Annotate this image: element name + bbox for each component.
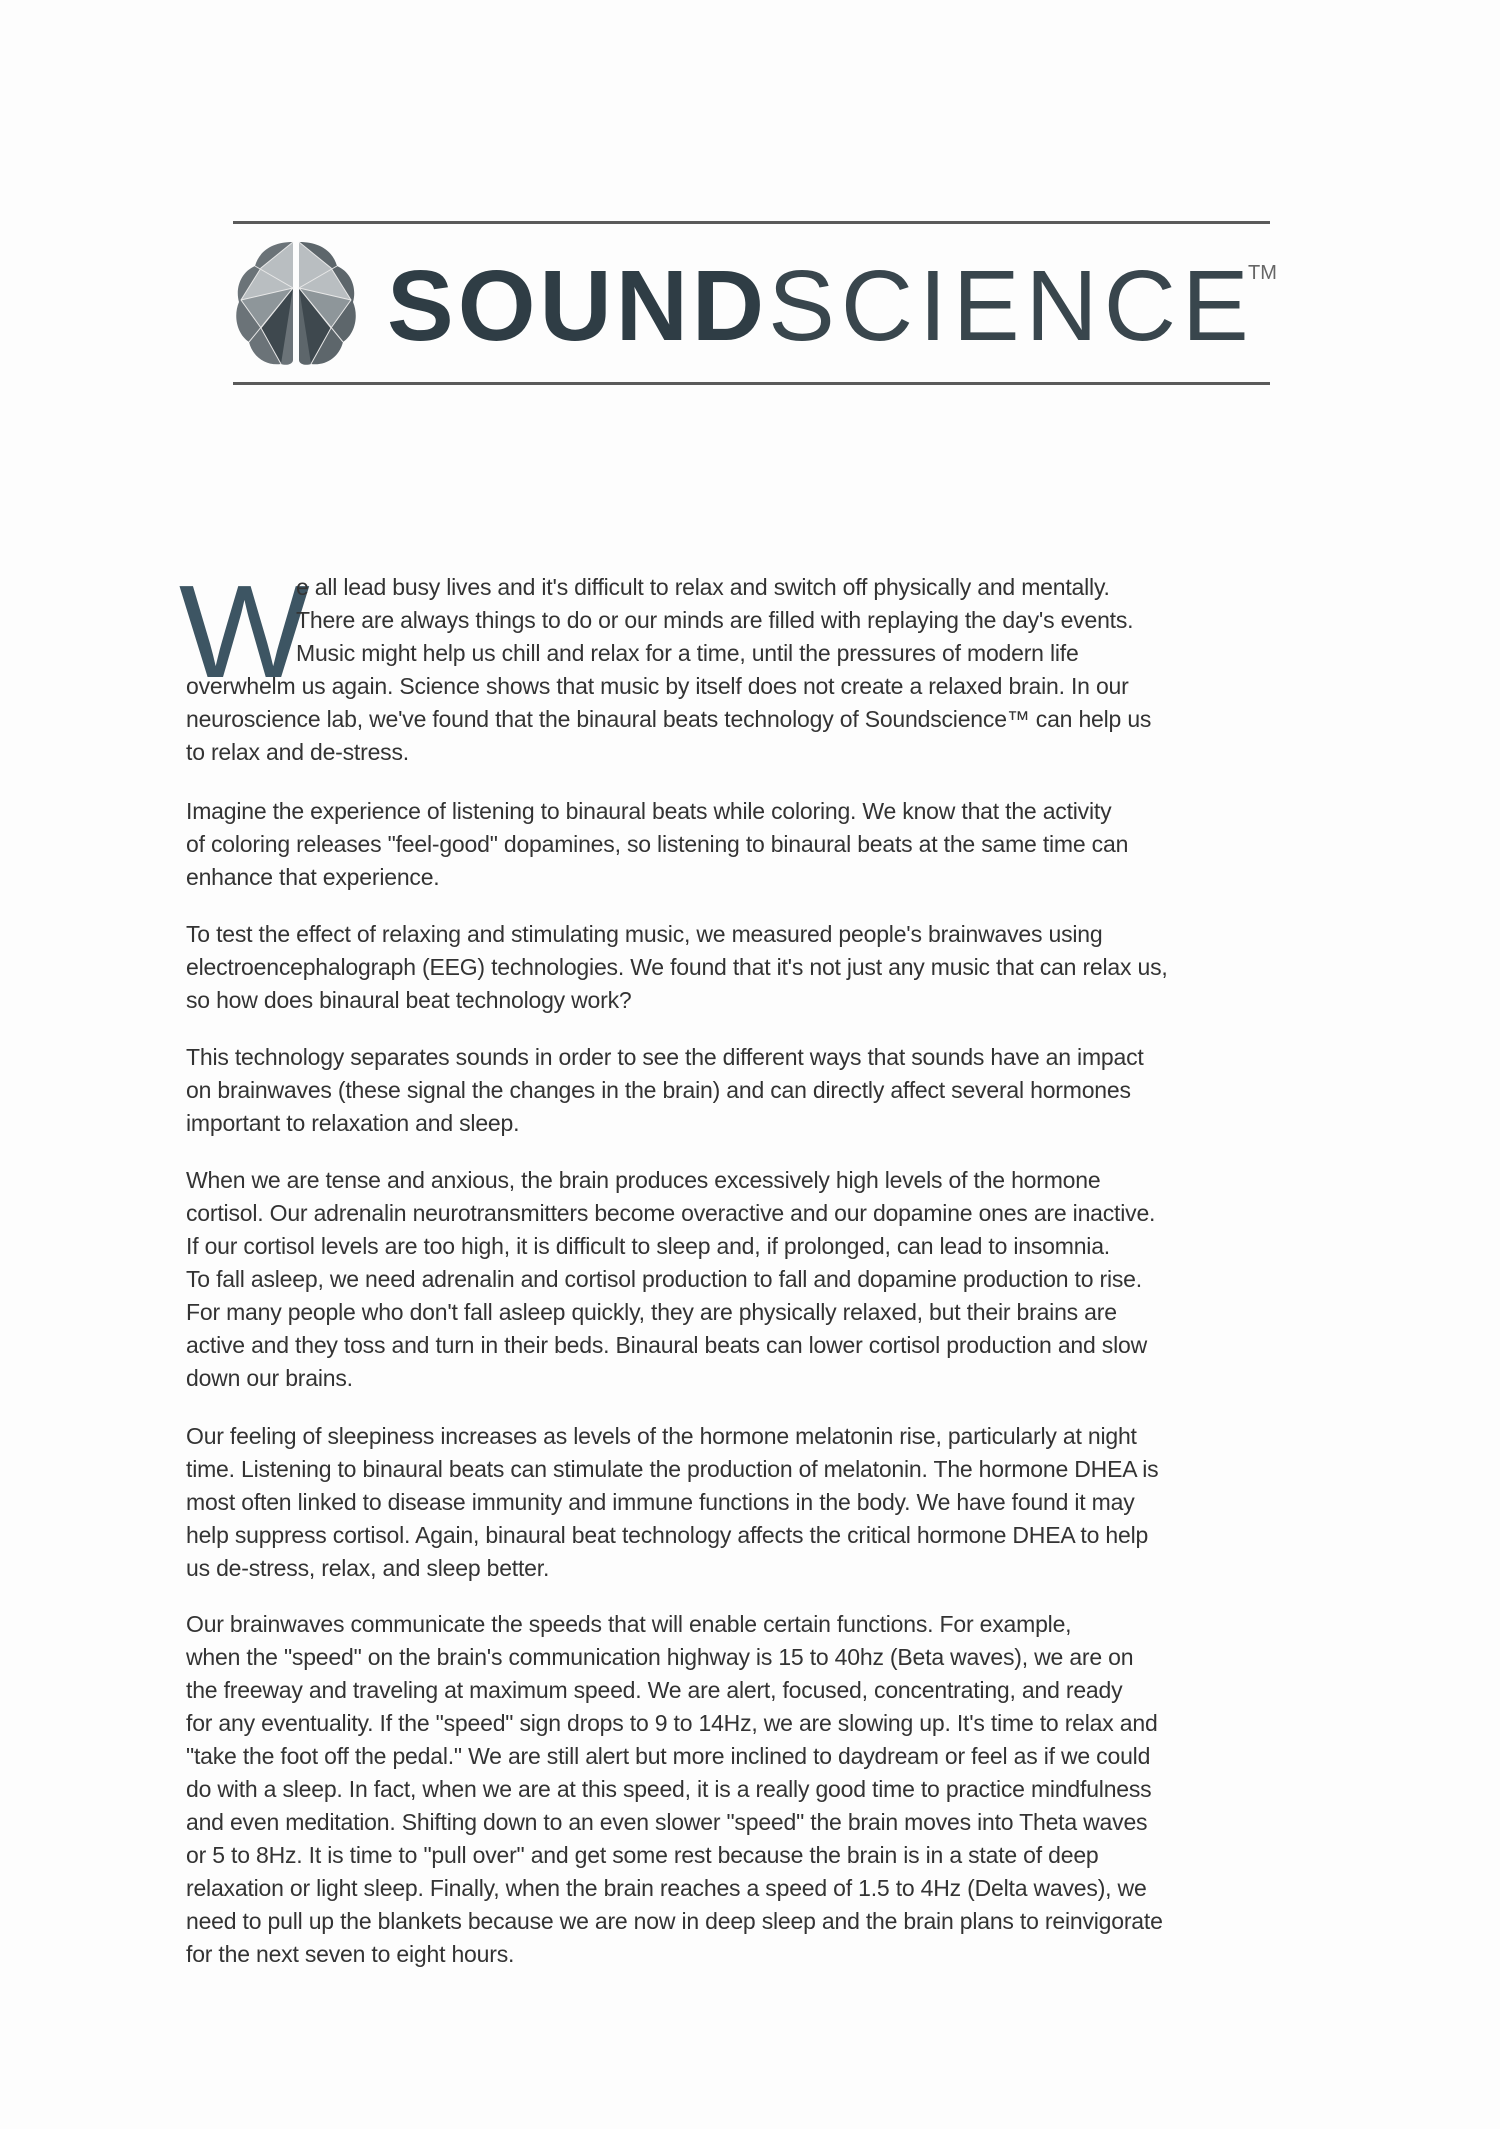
text-line: Our feeling of sleepiness increases as levels of the hormone melatonin rise, particularly at night	[186, 1423, 1137, 1449]
text-line: time. Listening to binaural beats can stimulate the production of melatonin. The hormone DHEA is	[186, 1456, 1159, 1482]
paragraph-6	[186, 1420, 1326, 1585]
text-line: most often linked to disease immunity and immune functions in the body. We have found it may	[186, 1489, 1135, 1515]
paragraph-1	[186, 571, 1326, 769]
paragraph-2	[186, 795, 1326, 894]
drop-cap: W	[178, 558, 310, 705]
logo-bottom-rule	[233, 382, 1270, 385]
text-line: important to relaxation and sleep.	[186, 1110, 520, 1136]
text-line: active and they toss and turn in their beds. Binaural beats can lower cortisol production and slow	[186, 1332, 1148, 1358]
text-line: to relax and de-stress.	[186, 739, 409, 765]
text-line: of coloring releases "feel-good" dopamines, so listening to binaural beats at the same time can	[186, 831, 1129, 857]
text-line: cortisol. Our adrenalin neurotransmitters become overactive and our dopamine ones are inactive.	[186, 1200, 1156, 1226]
text-line: or 5 to 8Hz. It is time to "pull over" and get some rest because the brain is in a state of deep	[186, 1842, 1099, 1868]
text-line: when the "speed" on the brain's communication highway is 15 to 40hz (Beta waves), we are on	[186, 1644, 1134, 1670]
text-line: There are always things to do or our minds are filled with replaying the day's events.	[296, 607, 1134, 633]
text-line: help suppress cortisol. Again, binaural beat technology affects the critical hormone DHEA to help	[186, 1522, 1149, 1548]
paragraph-7	[186, 1608, 1326, 1971]
text-line: enhance that experience.	[186, 864, 440, 890]
text-line: Our brainwaves communicate the speeds that will enable certain functions. For example,	[186, 1611, 1072, 1637]
text-line: e all lead busy lives and it's difficult to relax and switch off physically and mentally.	[296, 574, 1110, 600]
text-line: do with a sleep. In fact, when we are at this speed, it is a really good time to practice mindfulness	[186, 1776, 1152, 1802]
text-line: and even meditation. Shifting down to an even slower "speed" the brain moves into Theta waves	[186, 1809, 1148, 1835]
text-line: When we are tense and anxious, the brain produces excessively high levels of the hormone	[186, 1167, 1101, 1193]
text-line: the freeway and traveling at maximum speed. We are alert, focused, concentrating, and ready	[186, 1677, 1123, 1703]
paragraph-5	[186, 1164, 1326, 1395]
text-line: need to pull up the blankets because we are now in deep sleep and the brain plans to reinvigorate	[186, 1908, 1163, 1934]
text-line: overwhelm us again. Science shows that music by itself does not create a relaxed brain. In our	[186, 673, 1129, 699]
text-line: This technology separates sounds in order to see the different ways that sounds have an impact	[186, 1044, 1144, 1070]
text-line: To test the effect of relaxing and stimulating music, we measured people's brainwaves using	[186, 921, 1103, 947]
text-line: electroencephalograph (EEG) technologies. We found that it's not just any music that can relax us,	[186, 954, 1168, 980]
text-line: relaxation or light sleep. Finally, when the brain reaches a speed of 1.5 to 4Hz (Delta waves), we	[186, 1875, 1147, 1901]
logo-top-rule	[233, 221, 1270, 224]
text-line: For many people who don't fall asleep quickly, they are physically relaxed, but their brains are	[186, 1299, 1117, 1325]
text-line: down our brains.	[186, 1365, 353, 1391]
text-line: us de-stress, relax, and sleep better.	[186, 1555, 550, 1581]
logo-trademark: TM	[1248, 262, 1277, 284]
paragraph-3	[186, 918, 1326, 1017]
logo-wordmark	[387, 246, 1255, 366]
text-line: for any eventuality. If the "speed" sign drops to 9 to 14Hz, we are slowing up. It's time to relax and	[186, 1710, 1158, 1736]
paragraph-4	[186, 1041, 1326, 1140]
text-line: so how does binaural beat technology work?	[186, 987, 632, 1013]
text-line: If our cortisol levels are too high, it is difficult to sleep and, if prolonged, can lead to insomnia.	[186, 1233, 1110, 1259]
brain-logo-icon	[231, 238, 361, 370]
text-line: To fall asleep, we need adrenalin and cortisol production to fall and dopamine production to rise.	[186, 1266, 1142, 1292]
text-line: on brainwaves (these signal the changes in the brain) and can directly affect several hormones	[186, 1077, 1131, 1103]
text-line: for the next seven to eight hours.	[186, 1941, 515, 1967]
text-line: Imagine the experience of listening to binaural beats while coloring. We know that the activity	[186, 798, 1112, 824]
logo-science: SCIENCE	[768, 250, 1255, 362]
text-line: Music might help us chill and relax for a time, until the pressures of modern life	[296, 640, 1079, 666]
text-line: "take the foot off the pedal." We are still alert but more inclined to daydream or feel as if we could	[186, 1743, 1151, 1769]
text-line: neuroscience lab, we've found that the binaural beats technology of Soundscience™ can help us	[186, 706, 1152, 732]
logo-sound: SOUND	[387, 250, 769, 362]
